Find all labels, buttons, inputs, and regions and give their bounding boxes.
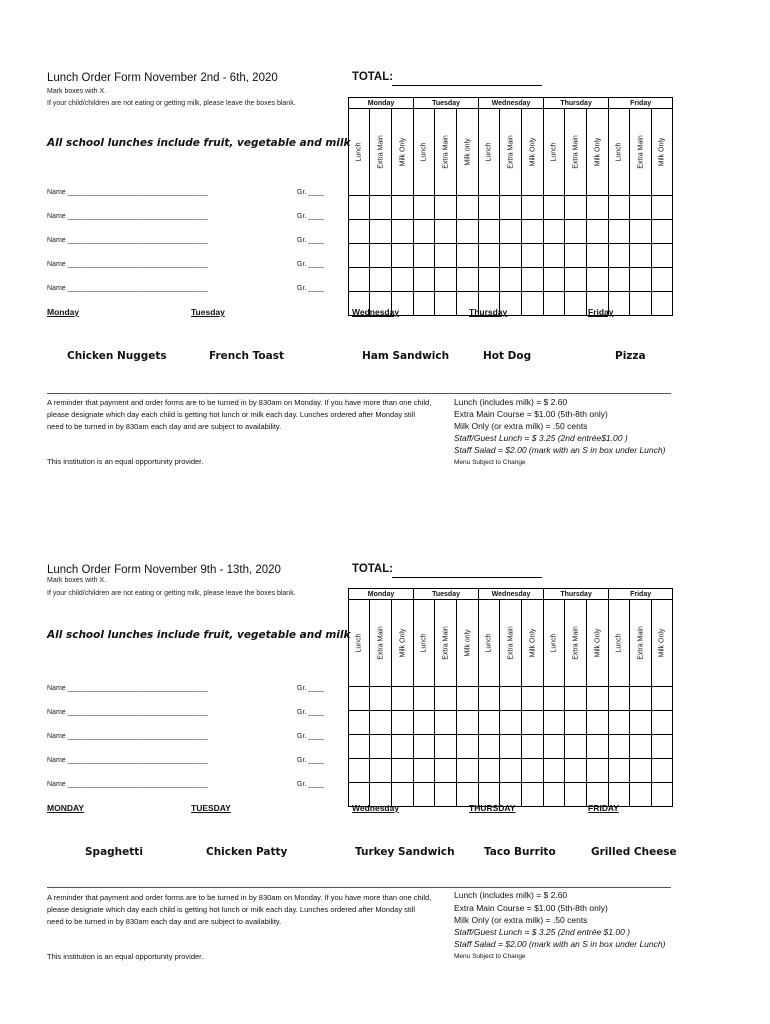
menu-item-friday: Grilled Cheese: [591, 846, 677, 858]
checkbox-cell[interactable]: [392, 220, 414, 244]
checkbox-cell[interactable]: [370, 735, 392, 759]
checkbox-cell[interactable]: [479, 711, 500, 735]
menu-day-wednesday: Wednesday: [352, 307, 400, 317]
checkbox-cell[interactable]: [652, 735, 673, 759]
checkbox-cell[interactable]: [414, 268, 435, 292]
checkbox-cell[interactable]: [565, 268, 587, 292]
menu-item-tuesday: Chicken Patty: [206, 846, 288, 858]
col-header: Milk Only: [529, 628, 537, 658]
tagline: All school lunches include fruit, vegetable and milk: [47, 137, 351, 149]
col-header: Lunch: [420, 142, 428, 162]
grade-field[interactable]: Gr. ____: [297, 709, 324, 716]
checkbox-cell[interactable]: [479, 759, 500, 783]
reminder-text: A reminder that payment and order forms are to be turned in by 830am on Monday. If you have more than one child, please designate which day each child is getting hot lunch or milk each day. Lunches ordered after Monday still need to be turned in by 830am each day and are subject to availability.: [47, 398, 432, 431]
col-header: Milk Only: [399, 137, 407, 167]
grid-row: [349, 196, 673, 220]
grade-field[interactable]: Gr. ____: [297, 757, 324, 764]
divider: [47, 393, 671, 394]
checkbox-cell[interactable]: [630, 292, 652, 316]
checkbox-cell[interactable]: [500, 268, 522, 292]
name-field[interactable]: Name ____________________________________: [47, 213, 208, 220]
order-grid: [348, 97, 673, 316]
checkbox-cell[interactable]: [565, 759, 587, 783]
grade-field[interactable]: Gr. ____: [297, 733, 324, 740]
checkbox-cell[interactable]: [522, 711, 544, 735]
checkbox-cell[interactable]: [457, 687, 479, 711]
menu-item-thursday: Hot Dog: [483, 350, 532, 362]
name-field[interactable]: Name ____________________________________: [47, 781, 208, 788]
checkbox-cell[interactable]: [522, 196, 544, 220]
col-header: Lunch: [485, 633, 493, 653]
grid-row: [349, 735, 673, 759]
divider: [47, 887, 671, 888]
checkbox-cell[interactable]: [500, 687, 522, 711]
form-title: Lunch Order Form November 9th - 13th, 2020: [47, 564, 281, 576]
checkbox-cell[interactable]: [435, 292, 457, 316]
checkbox-cell[interactable]: [544, 292, 565, 316]
col-header: Extra Main: [637, 626, 645, 660]
checkbox-cell[interactable]: [587, 711, 609, 735]
checkbox-cell[interactable]: [544, 759, 565, 783]
col-header: Extra Main: [377, 626, 384, 660]
checkbox-cell[interactable]: [522, 735, 544, 759]
col-header: Extra Main: [377, 135, 384, 169]
menu-day-thursday: THURSDAY: [469, 803, 516, 813]
menu-item-friday: Pizza: [615, 350, 646, 362]
checkbox-cell[interactable]: [609, 196, 630, 220]
checkbox-cell[interactable]: [630, 687, 652, 711]
checkbox-cell[interactable]: [609, 220, 630, 244]
grid-row: [349, 268, 673, 292]
grid-day-tuesday: Tuesday: [414, 98, 479, 109]
form-title: Lunch Order Form November 2nd - 6th, 2020: [47, 72, 278, 84]
col-header: Extra Main: [507, 626, 515, 660]
col-header: Milk Only: [594, 628, 602, 658]
price-lunch: Lunch (includes milk) = $ 2.60: [454, 890, 568, 900]
checkbox-cell[interactable]: [630, 711, 652, 735]
total-label: TOTAL:: [352, 71, 394, 83]
checkbox-cell[interactable]: [652, 196, 673, 220]
checkbox-cell[interactable]: [500, 735, 522, 759]
checkbox-cell[interactable]: [522, 783, 544, 807]
checkbox-cell[interactable]: [522, 244, 544, 268]
equal-opportunity: This institution is an equal opportunity provider.: [47, 457, 204, 466]
instruction-blank: If your child/children are not eating or getting milk, please leave the boxes blank.: [47, 590, 296, 597]
checkbox-cell[interactable]: [349, 735, 370, 759]
checkbox-cell[interactable]: [370, 687, 392, 711]
checkbox-cell[interactable]: [435, 687, 457, 711]
price-extra-main: Extra Main Course = $1.00 (5th-8th only): [454, 409, 608, 419]
checkbox-cell[interactable]: [349, 759, 370, 783]
checkbox-cell[interactable]: [500, 244, 522, 268]
menu-day-monday: MONDAY: [47, 803, 84, 813]
checkbox-cell[interactable]: [349, 220, 370, 244]
menu-day-friday: Friday: [588, 307, 614, 317]
checkbox-cell[interactable]: [349, 711, 370, 735]
checkbox-cell[interactable]: [522, 292, 544, 316]
grid-row: [349, 244, 673, 268]
grade-field[interactable]: Gr. ____: [297, 781, 324, 788]
col-header: Extra Main: [572, 135, 580, 169]
checkbox-cell[interactable]: [435, 735, 457, 759]
price-lunch: Lunch (includes milk) = $ 2.60: [454, 397, 568, 407]
checkbox-cell[interactable]: [457, 759, 479, 783]
menu-item-wednesday: Ham Sandwich: [362, 350, 450, 362]
grade-field[interactable]: Gr. ____: [297, 213, 324, 220]
name-field[interactable]: Name ____________________________________: [47, 189, 208, 196]
checkbox-cell[interactable]: [652, 687, 673, 711]
checkbox-cell[interactable]: [652, 759, 673, 783]
checkbox-cell[interactable]: [457, 220, 479, 244]
checkbox-cell[interactable]: [565, 687, 587, 711]
checkbox-cell[interactable]: [652, 783, 673, 807]
checkbox-cell[interactable]: [544, 268, 565, 292]
checkbox-cell[interactable]: [609, 244, 630, 268]
menu-day-tuesday: Tuesday: [191, 307, 225, 317]
col-header: Extra Main: [507, 135, 515, 169]
checkbox-cell[interactable]: [522, 687, 544, 711]
checkbox-cell[interactable]: [587, 268, 609, 292]
tagline: All school lunches include fruit, vegetable and milk: [47, 629, 351, 641]
col-header: Lunch: [355, 633, 363, 653]
order-form-2: [0, 492, 770, 992]
equal-opportunity: This institution is an equal opportunity provider.: [47, 952, 204, 961]
grid-row: [349, 687, 673, 711]
checkbox-cell[interactable]: [630, 759, 652, 783]
checkbox-cell[interactable]: [414, 220, 435, 244]
checkbox-cell[interactable]: [544, 220, 565, 244]
grid-day-tuesday: Tuesday: [414, 589, 479, 600]
checkbox-cell[interactable]: [479, 268, 500, 292]
instruction-mark: Mark boxes with X.: [47, 88, 107, 95]
name-field[interactable]: Name ____________________________________: [47, 237, 208, 244]
checkbox-cell[interactable]: [435, 196, 457, 220]
total-input[interactable]: [392, 85, 542, 86]
col-header: Lunch: [550, 142, 558, 162]
col-header: Milk Only: [594, 137, 602, 167]
col-header: Milk Only: [399, 628, 407, 658]
checkbox-cell[interactable]: [392, 759, 414, 783]
checkbox-cell[interactable]: [544, 687, 565, 711]
checkbox-cell[interactable]: [435, 759, 457, 783]
checkbox-cell[interactable]: [349, 268, 370, 292]
checkbox-cell[interactable]: [609, 268, 630, 292]
checkbox-cell[interactable]: [544, 735, 565, 759]
checkbox-cell[interactable]: [544, 244, 565, 268]
col-header: Extra Main: [442, 626, 450, 660]
checkbox-cell[interactable]: [414, 735, 435, 759]
checkbox-cell[interactable]: [414, 292, 435, 316]
grid-day-wednesday: Wednesday: [479, 589, 544, 600]
order-grid: [348, 588, 673, 807]
checkbox-cell[interactable]: [349, 244, 370, 268]
price-staff-guest: Staff/Guest Lunch = $ 3.25 (2nd entrée $1.00 ): [454, 927, 631, 937]
col-header: Milk Only: [658, 137, 666, 167]
name-field[interactable]: Name ____________________________________: [47, 685, 208, 692]
checkbox-cell[interactable]: [652, 292, 673, 316]
checkbox-cell[interactable]: [457, 711, 479, 735]
checkbox-cell[interactable]: [414, 244, 435, 268]
grade-field[interactable]: Gr. ____: [297, 189, 324, 196]
name-field[interactable]: Name ____________________________________: [47, 285, 208, 292]
checkbox-cell[interactable]: [435, 711, 457, 735]
col-header: Milk Only: [658, 628, 666, 658]
checkbox-cell[interactable]: [522, 759, 544, 783]
instruction-mark: Mark boxes with X.: [47, 577, 107, 584]
menu-day-thursday: Thursday: [469, 307, 508, 317]
checkbox-cell[interactable]: [652, 711, 673, 735]
col-header: Milk Only: [529, 137, 537, 167]
grid-row: [349, 220, 673, 244]
price-staff-guest: Staff/Guest Lunch = $ 3.25 (2nd entrée$1.00 ): [454, 433, 628, 443]
checkbox-cell[interactable]: [565, 735, 587, 759]
checkbox-cell[interactable]: [565, 292, 587, 316]
checkbox-cell[interactable]: [609, 759, 630, 783]
checkbox-cell[interactable]: [587, 687, 609, 711]
checkbox-cell[interactable]: [414, 196, 435, 220]
grid-day-wednesday: Wednesday: [479, 98, 544, 109]
instruction-blank: If your child/children are not eating or getting milk, please leave the boxes blank.: [47, 100, 296, 107]
col-header: Milk only: [464, 138, 472, 166]
checkbox-cell[interactable]: [522, 220, 544, 244]
checkbox-cell[interactable]: [435, 268, 457, 292]
checkbox-cell[interactable]: [370, 196, 392, 220]
checkbox-cell[interactable]: [500, 220, 522, 244]
col-header: Extra Main: [442, 135, 450, 169]
checkbox-cell[interactable]: [609, 687, 630, 711]
menu-day-tuesday: TUESDAY: [191, 803, 231, 813]
grid-row: [349, 759, 673, 783]
checkbox-cell[interactable]: [587, 735, 609, 759]
col-header: Lunch: [550, 633, 558, 653]
checkbox-cell[interactable]: [500, 711, 522, 735]
checkbox-cell[interactable]: [479, 196, 500, 220]
grid-day-thursday: Thursday: [544, 589, 609, 600]
name-field[interactable]: Name ____________________________________: [47, 709, 208, 716]
name-field[interactable]: Name ____________________________________: [47, 757, 208, 764]
col-header: Lunch: [355, 142, 363, 162]
checkbox-cell[interactable]: [349, 196, 370, 220]
col-header: Lunch: [420, 633, 428, 653]
checkbox-cell[interactable]: [544, 783, 565, 807]
checkbox-cell[interactable]: [435, 220, 457, 244]
checkbox-cell[interactable]: [370, 244, 392, 268]
menu-item-monday: Chicken Nuggets: [67, 350, 167, 362]
price-milk-only: Milk Only (or extra milk) = .50 cents: [454, 421, 588, 431]
checkbox-cell[interactable]: [544, 711, 565, 735]
checkbox-cell[interactable]: [565, 711, 587, 735]
checkbox-cell[interactable]: [435, 244, 457, 268]
menu-day-friday: FRIDAY: [588, 803, 619, 813]
checkbox-cell[interactable]: [630, 268, 652, 292]
order-form-1: [0, 0, 770, 500]
menu-day-wednesday: Wednesday: [352, 803, 400, 813]
grade-field[interactable]: Gr. ____: [297, 237, 324, 244]
col-header: Extra Main: [637, 135, 645, 169]
grid-day-monday: Monday: [349, 589, 414, 600]
checkbox-cell[interactable]: [565, 196, 587, 220]
col-header: Lunch: [485, 142, 493, 162]
checkbox-cell[interactable]: [414, 759, 435, 783]
checkbox-cell[interactable]: [457, 735, 479, 759]
price-milk-only: Milk Only (or extra milk) = .50 cents: [454, 915, 588, 925]
checkbox-cell[interactable]: [500, 196, 522, 220]
checkbox-cell[interactable]: [652, 244, 673, 268]
checkbox-cell[interactable]: [370, 711, 392, 735]
checkbox-cell[interactable]: [565, 244, 587, 268]
checkbox-cell[interactable]: [630, 196, 652, 220]
checkbox-cell[interactable]: [392, 244, 414, 268]
checkbox-cell[interactable]: [392, 711, 414, 735]
checkbox-cell[interactable]: [370, 220, 392, 244]
checkbox-cell[interactable]: [392, 268, 414, 292]
checkbox-cell[interactable]: [522, 268, 544, 292]
checkbox-cell[interactable]: [630, 735, 652, 759]
col-header: Lunch: [615, 633, 623, 653]
grid-day-monday: Monday: [349, 98, 414, 109]
checkbox-cell[interactable]: [652, 220, 673, 244]
checkbox-cell[interactable]: [565, 783, 587, 807]
total-label: TOTAL:: [352, 563, 394, 575]
checkbox-cell[interactable]: [609, 735, 630, 759]
price-staff-salad: Staff Salad = $2.00 (mark with an S in box under Lunch): [454, 445, 666, 455]
checkbox-cell[interactable]: [414, 687, 435, 711]
checkbox-cell[interactable]: [479, 244, 500, 268]
price-extra-main: Extra Main Course = $1.00 (5th-8th only): [454, 903, 608, 913]
checkbox-cell[interactable]: [392, 735, 414, 759]
checkbox-cell[interactable]: [414, 711, 435, 735]
checkbox-cell[interactable]: [479, 735, 500, 759]
total-input[interactable]: [392, 577, 542, 578]
grade-field[interactable]: Gr. ____: [297, 685, 324, 692]
col-header: Extra Main: [572, 626, 580, 660]
checkbox-cell[interactable]: [457, 244, 479, 268]
grade-field[interactable]: Gr. ____: [297, 285, 324, 292]
menu-item-wednesday: Turkey Sandwich: [355, 846, 455, 858]
checkbox-cell[interactable]: [435, 783, 457, 807]
menu-note: Menu Subject to Change: [454, 459, 526, 466]
name-field[interactable]: Name ____________________________________: [47, 261, 208, 268]
checkbox-cell[interactable]: [565, 220, 587, 244]
price-staff-salad: Staff Salad = $2.00 (mark with an S in box under Lunch): [454, 939, 666, 949]
menu-note: Menu Subject to Change: [454, 953, 526, 960]
checkbox-cell[interactable]: [392, 196, 414, 220]
grid-day-friday: Friday: [609, 589, 673, 600]
checkbox-cell[interactable]: [500, 759, 522, 783]
checkbox-cell[interactable]: [630, 244, 652, 268]
checkbox-cell[interactable]: [392, 687, 414, 711]
grid-row: [349, 711, 673, 735]
checkbox-cell[interactable]: [457, 196, 479, 220]
checkbox-cell[interactable]: [414, 783, 435, 807]
checkbox-cell[interactable]: [370, 759, 392, 783]
menu-item-monday: Spaghetti: [85, 846, 143, 858]
menu-item-tuesday: French Toast: [209, 350, 284, 362]
checkbox-cell[interactable]: [587, 244, 609, 268]
checkbox-cell[interactable]: [652, 268, 673, 292]
name-field[interactable]: Name ____________________________________: [47, 733, 208, 740]
checkbox-cell[interactable]: [587, 196, 609, 220]
grade-field[interactable]: Gr. ____: [297, 261, 324, 268]
checkbox-cell[interactable]: [630, 783, 652, 807]
checkbox-cell[interactable]: [457, 268, 479, 292]
reminder-text: A reminder that payment and order forms are to be turned in by 830am on Monday. If you have more than one child, please designate which day each child is getting hot lunch or milk each day. Lunches ordered after Monday still need to be turned in by 830am each day and are subject to availability.: [47, 893, 432, 926]
checkbox-cell[interactable]: [587, 220, 609, 244]
checkbox-cell[interactable]: [479, 220, 500, 244]
checkbox-cell[interactable]: [609, 711, 630, 735]
col-header: Lunch: [615, 142, 623, 162]
checkbox-cell[interactable]: [479, 687, 500, 711]
menu-day-monday: Monday: [47, 307, 80, 317]
menu-item-thursday: Taco Burrito: [484, 846, 556, 858]
checkbox-cell[interactable]: [587, 759, 609, 783]
checkbox-cell[interactable]: [349, 687, 370, 711]
grid-day-friday: Friday: [609, 98, 673, 109]
checkbox-cell[interactable]: [544, 196, 565, 220]
grid-day-thursday: Thursday: [544, 98, 609, 109]
checkbox-cell[interactable]: [630, 220, 652, 244]
checkbox-cell[interactable]: [370, 268, 392, 292]
col-header: Milk only: [464, 629, 472, 657]
